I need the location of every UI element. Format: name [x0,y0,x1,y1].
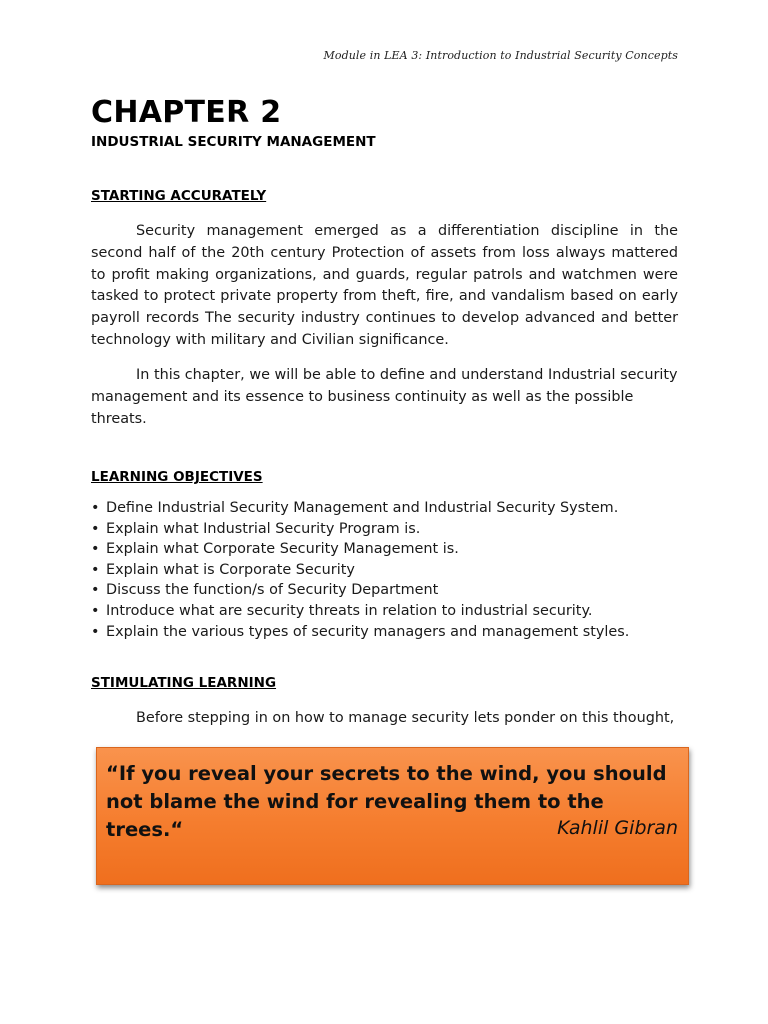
list-item: • Explain the various types of security managers and management styles. [91,622,691,643]
quote-author: Kahlil Gibran [557,817,678,839]
section-heading-starting-accurately: STARTING ACCURATELY [91,188,267,204]
running-header: Module in LEA 3: Introduction to Industrial Security Concepts [323,49,678,62]
learning-objectives-list [91,498,691,642]
list-item: • Explain what Industrial Security Program is. [91,519,691,540]
list-item: • Introduce what are security threats in relation to industrial security. [91,601,691,622]
starting-accurately-paragraph-1: Security management emerged as a differentiation discipline in the second half of the 20th century Protection of assets from loss always mattered to profit making organizations, and guards, regular patrols and watchmen were tasked to protect private property from theft, fire, and vandalism based on early payroll records The security industry continues to develop advanced and better technology with military and Civilian significance. [91,223,678,348]
quote-box [96,747,689,885]
stimulating-learning-intro: Before stepping in on how to manage security lets ponder on this thought, [136,710,675,726]
list-item: • Discuss the function/s of Security Department [91,580,691,601]
chapter-subtitle: INDUSTRIAL SECURITY MANAGEMENT [91,134,376,150]
quote-text: “If you reveal your secrets to the wind, you should not blame the wind for revealing them to the trees.“ [106,762,667,841]
starting-accurately-paragraph-2: In this chapter, we will be able to define and understand Industrial security management and its essence to business continuity as well as the possible threats. [91,367,678,427]
section-heading-stimulating-learning: STIMULATING LEARNING [91,675,277,691]
list-item: • Explain what is Corporate Security [91,560,691,581]
list-item: • Explain what Corporate Security Management is. [91,539,691,560]
list-item: • Define Industrial Security Management and Industrial Security System. [91,498,691,519]
section-heading-learning-objectives: LEARNING OBJECTIVES [91,469,263,485]
chapter-title: CHAPTER 2 [91,95,282,130]
